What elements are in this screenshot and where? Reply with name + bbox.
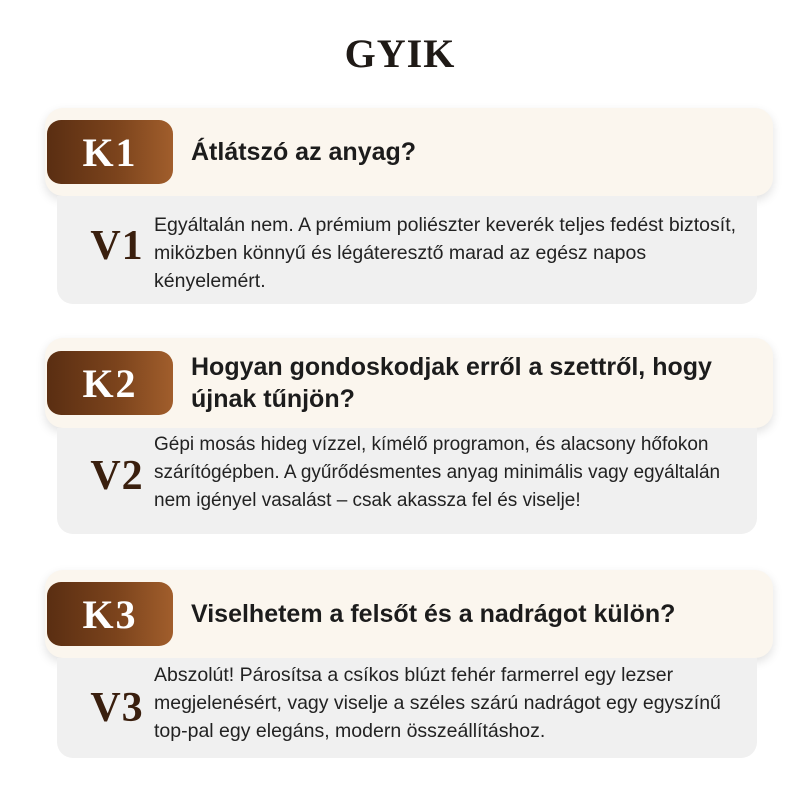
answer-card-1 xyxy=(57,196,757,304)
page-title: GYIK xyxy=(344,31,456,76)
answer-badge-2: V2 xyxy=(90,453,144,499)
answer-card-3 xyxy=(57,658,757,758)
answer-text-3: Abszolút! Párosítsa a csíkos blúzt fehér farmerrel egy lezser megjelenésért, vagy viselje a széles szárú nadrágot egy egyszínű top-pal egy elegáns, modern összeállításhoz. xyxy=(154,664,721,742)
faq-item-1 xyxy=(45,108,773,304)
question-text-1: Átlátszó az anyag? xyxy=(191,138,417,166)
faq-item-3 xyxy=(45,570,773,758)
answer-badge-3: V3 xyxy=(90,685,144,731)
question-badge-2: K2 xyxy=(47,351,173,415)
answer-text-1: Egyáltalán nem. A prémium poliészter keverék teljes fedést biztosít, miközben könnyű és légáteresztő marad az egész napos kényelemért. xyxy=(154,214,737,292)
question-card-3 xyxy=(45,570,773,658)
question-badge-1: K1 xyxy=(47,120,173,184)
faq-item-2 xyxy=(45,338,773,534)
question-text-3: Viselhetem a felsőt és a nadrágot külön? xyxy=(191,600,676,628)
answer-card-2 xyxy=(57,428,757,534)
question-card-1 xyxy=(45,108,773,196)
question-badge-3: K3 xyxy=(47,582,173,646)
answer-text-2: Gépi mosás hideg vízzel, kímélő programon, és alacsony hőfokon szárítógépben. A gyűrődésmentes anyag minimális vagy egyáltalán nem igényel vasalást – csak akassza fel és viselje! xyxy=(154,434,721,511)
question-card-2 xyxy=(45,338,773,428)
question-text-2: Hogyan gondoskodjak erről a szettről, hogy újnak tűnjön? xyxy=(191,353,712,413)
answer-badge-1: V1 xyxy=(90,223,144,269)
